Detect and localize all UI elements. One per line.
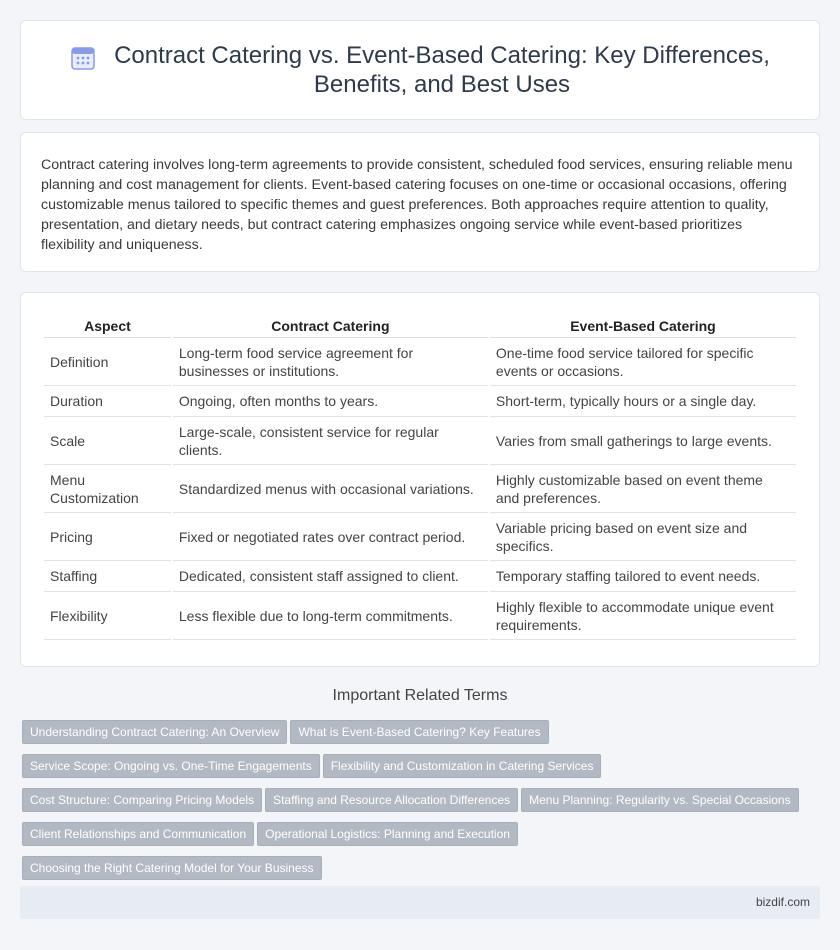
row-contract: Ongoing, often months to years. (173, 386, 488, 417)
page-title-line-1: Contract Catering vs. Event-Based Catering: Key Differences, (114, 42, 770, 69)
header-event: Event-Based Catering (490, 315, 796, 338)
header-aspect: Aspect (44, 315, 171, 338)
related-terms-title: Important Related Terms (332, 687, 508, 704)
related-term-tag[interactable]: Cost Structure: Comparing Pricing Models (22, 788, 262, 812)
related-term-tag[interactable]: Menu Planning: Regularity vs. Special Occasions (521, 788, 798, 812)
related-terms-list (22, 720, 822, 890)
row-event: Highly flexible to accommodate unique event requirements. (490, 592, 796, 640)
row-aspect: Staffing (44, 561, 171, 592)
footer-brand[interactable]: bizdif.com (755, 895, 810, 909)
intro-text: Contract catering involves long-term agreements to provide consistent, scheduled food services, ensuring reliable menu planning and cost management for clients. Event-based catering focuses on one-time or occasional occasions, offering customizable menus tailored to specific themes and guest preferences. Both approaches require attention to quality, presentation, and dietary needs, but contract catering emphasizes ongoing service while event-based prioritizes flexibility and uniqueness. (41, 157, 793, 253)
table-row (44, 338, 796, 386)
table-row (44, 561, 796, 592)
related-term-tag[interactable]: Understanding Contract Catering: An Overview (22, 720, 287, 744)
row-event: One-time food service tailored for specific events or occasions. (490, 338, 796, 386)
title-wrap (70, 41, 770, 99)
related-term-tag[interactable]: Flexibility and Customization in Catering Services (323, 754, 602, 778)
table-row (44, 465, 796, 513)
intro-card (20, 132, 820, 272)
comparison-table (42, 315, 798, 640)
row-event: Variable pricing based on event size and specifics. (490, 513, 796, 561)
header-contract: Contract Catering (173, 315, 488, 338)
related-term-tag[interactable]: Operational Logistics: Planning and Execution (257, 822, 518, 846)
calendar-icon (70, 45, 96, 71)
row-contract: Dedicated, consistent staff assigned to client. (173, 561, 488, 592)
row-event: Highly customizable based on event theme and preferences. (490, 465, 796, 513)
page-title-line-2: Benefits, and Best Uses (313, 71, 571, 98)
row-aspect: Scale (44, 417, 171, 465)
related-term-tag[interactable]: Client Relationships and Communication (22, 822, 254, 846)
footer (20, 886, 820, 919)
table-row (44, 386, 796, 417)
header-card (20, 20, 820, 120)
related-term-tag[interactable]: Staffing and Resource Allocation Differences (265, 788, 518, 812)
row-aspect: Flexibility (44, 592, 171, 640)
row-aspect: Menu Customization (44, 465, 171, 513)
table-header-row (44, 315, 796, 338)
row-contract: Fixed or negotiated rates over contract period. (173, 513, 488, 561)
row-event: Short-term, typically hours or a single day. (490, 386, 796, 417)
row-aspect: Duration (44, 386, 171, 417)
row-contract: Less flexible due to long-term commitments. (173, 592, 488, 640)
table-row (44, 592, 796, 640)
page-title (114, 41, 770, 99)
comparison-table-card (20, 292, 820, 667)
row-event: Temporary staffing tailored to event needs. (490, 561, 796, 592)
related-term-tag[interactable]: Choosing the Right Catering Model for Your Business (22, 856, 322, 880)
row-aspect: Pricing (44, 513, 171, 561)
row-aspect: Definition (44, 338, 171, 386)
related-term-tag[interactable]: Service Scope: Ongoing vs. One-Time Engagements (22, 754, 320, 778)
row-contract: Large-scale, consistent service for regular clients. (173, 417, 488, 465)
table-row (44, 417, 796, 465)
row-contract: Standardized menus with occasional variations. (173, 465, 488, 513)
related-term-tag[interactable]: What is Event-Based Catering? Key Features (290, 720, 548, 744)
row-contract: Long-term food service agreement for businesses or institutions. (173, 338, 488, 386)
row-event: Varies from small gatherings to large events. (490, 417, 796, 465)
table-row (44, 513, 796, 561)
